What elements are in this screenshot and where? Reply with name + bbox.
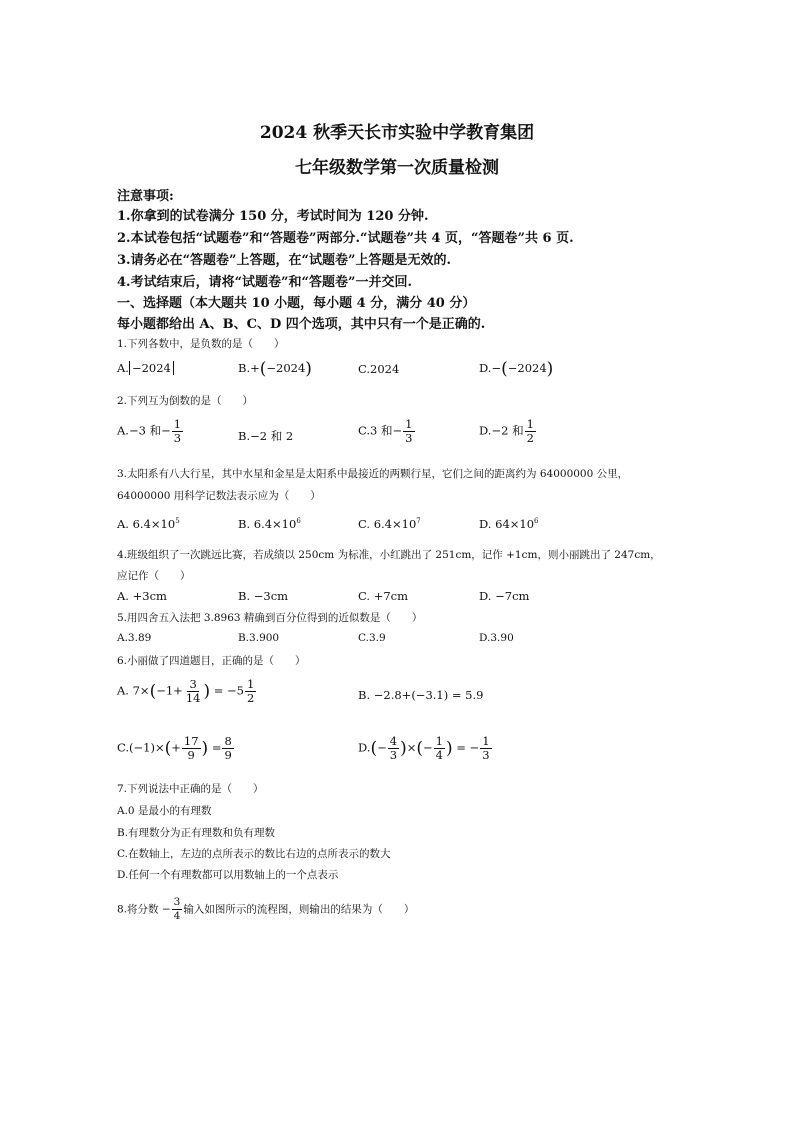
q2-option-d: D.−2 和 $\frac{1}{2}$ bbox=[479, 417, 534, 445]
notice-item-4: 4.考试结束后，请将“试题卷”和“答题卷”一并交回. bbox=[117, 275, 413, 290]
q4-stem-line1: 4.班级组织了一次跳远比赛，若成绩以 250cm 为标准，小红跳出了 251cm，记作 +1cm，则小丽跳出了 247cm， bbox=[117, 549, 661, 561]
q4-option-d: D. −7cm bbox=[479, 589, 530, 603]
q5-option-c: C.3.9 bbox=[358, 632, 386, 644]
q3-option-c: C. $6.4\times 10^7$ bbox=[358, 517, 421, 531]
q4-option-c: C. +7cm bbox=[358, 589, 408, 603]
q2-option-a: A.−3 和− $\frac{1}{3}$ bbox=[117, 417, 182, 445]
q3-option-b: B. $6.4\times 10^6$ bbox=[238, 517, 301, 531]
q1-stem: 1.下列各数中，是负数的是（ ） bbox=[117, 338, 285, 350]
q1-option-b: B.+(−2024) bbox=[238, 359, 312, 379]
q7-option-a: A.0 是最小的有理数 bbox=[117, 805, 212, 817]
q5-option-d: D.3.90 bbox=[479, 632, 514, 644]
q4-stem-line2: 应记作（ ） bbox=[117, 570, 191, 582]
q4-option-b: B. −3cm bbox=[238, 589, 289, 603]
notice-heading: 注意事项: bbox=[117, 189, 174, 204]
q6-option-c: C.(−1)×(+ $\frac{17}{9}$ ) = $\frac{8}{9}$ bbox=[117, 734, 232, 762]
q7-option-d: D.任何一个有理数都可以用数轴上的一个点表示 bbox=[117, 869, 339, 881]
notice-item-3: 3.请务必在“答题卷”上答题，在“试题卷”上答题是无效的. bbox=[117, 253, 452, 268]
q6-option-d: D.(− $\frac{4}{3}$ )×(− $\frac{1}{4}$ ) = − $\frac{1}{3}$ bbox=[358, 734, 490, 762]
q1-option-a: A. −2024 bbox=[117, 361, 174, 375]
q1-option-a-abs: −2024 bbox=[129, 361, 174, 375]
q3-stem-line2: 64000000 用科学记数法表示应为（ ） bbox=[117, 490, 321, 502]
q5-stem: 5.用四舍五入法把 3.8963 精确到百分位得到的近似数是（ ） bbox=[117, 612, 423, 624]
q6-stem: 6.小丽做了四道题目，正确的是（ ） bbox=[117, 655, 306, 667]
q4-option-a: A. +3cm bbox=[117, 589, 167, 603]
notice-item-2: 2.本试卷包括“试题卷”和“答题卷”两部分.“试题卷”共 4 页，“答题卷”共 6 页. bbox=[117, 231, 574, 246]
q6-option-a: A. 7×(−1+ $\frac{3}{14}$ ) = −5 $\frac{1}{2}$ bbox=[117, 677, 255, 705]
q1-option-d: D.−(−2024) bbox=[479, 359, 554, 379]
q3-option-a: A. $6.4\times 10^5$ bbox=[117, 517, 180, 531]
q2-option-b: B.−2 和 2 bbox=[238, 429, 294, 443]
exam-title-line2: 七年级数学第一次质量检测 bbox=[295, 158, 499, 178]
q7-option-b: B.有理数分为正有理数和负有理数 bbox=[117, 827, 276, 839]
q5-option-b: B.3.900 bbox=[238, 632, 280, 644]
q5-option-a: A.3.89 bbox=[117, 632, 152, 644]
exam-title-line1: 2024 秋季天长市实验中学教育集团 bbox=[259, 123, 535, 143]
q6-option-b: B. −2.8+(−3.1) = 5.9 bbox=[358, 688, 484, 702]
section-heading: 一、选择题（本大题共 10 小题，每小题 4 分，满分 40 分） bbox=[117, 296, 476, 311]
q8-stem: 8.将分数 − $\frac{3}{4}$ 输入如图所示的流程图，则输出的结果为（ ） bbox=[117, 896, 415, 922]
notice-item-1: 1.你拿到的试卷满分 150 分，考试时间为 120 分钟. bbox=[117, 209, 429, 224]
q2-stem: 2.下列互为倒数的是（ ） bbox=[117, 395, 254, 407]
q7-option-c: C.在数轴上，左边的点所表示的数比右边的点所表示的数大 bbox=[117, 848, 391, 860]
q3-option-d: D. $64\times 10^6$ bbox=[479, 517, 539, 531]
q2-option-c: C.3 和− $\frac{1}{3}$ bbox=[358, 417, 413, 445]
section-instruction: 每小题都给出 A、B、C、D 四个选项，其中只有一个是正确的. bbox=[117, 317, 486, 332]
q1-option-c: C.2024 bbox=[358, 362, 400, 376]
q7-stem: 7.下列说法中正确的是（ ） bbox=[117, 783, 264, 795]
q3-stem-line1: 3.太阳系有八大行星，其中水星和金星是太阳系中最接近的两颗行星，它们之间的距离约为 64000000 公里， bbox=[117, 468, 629, 480]
